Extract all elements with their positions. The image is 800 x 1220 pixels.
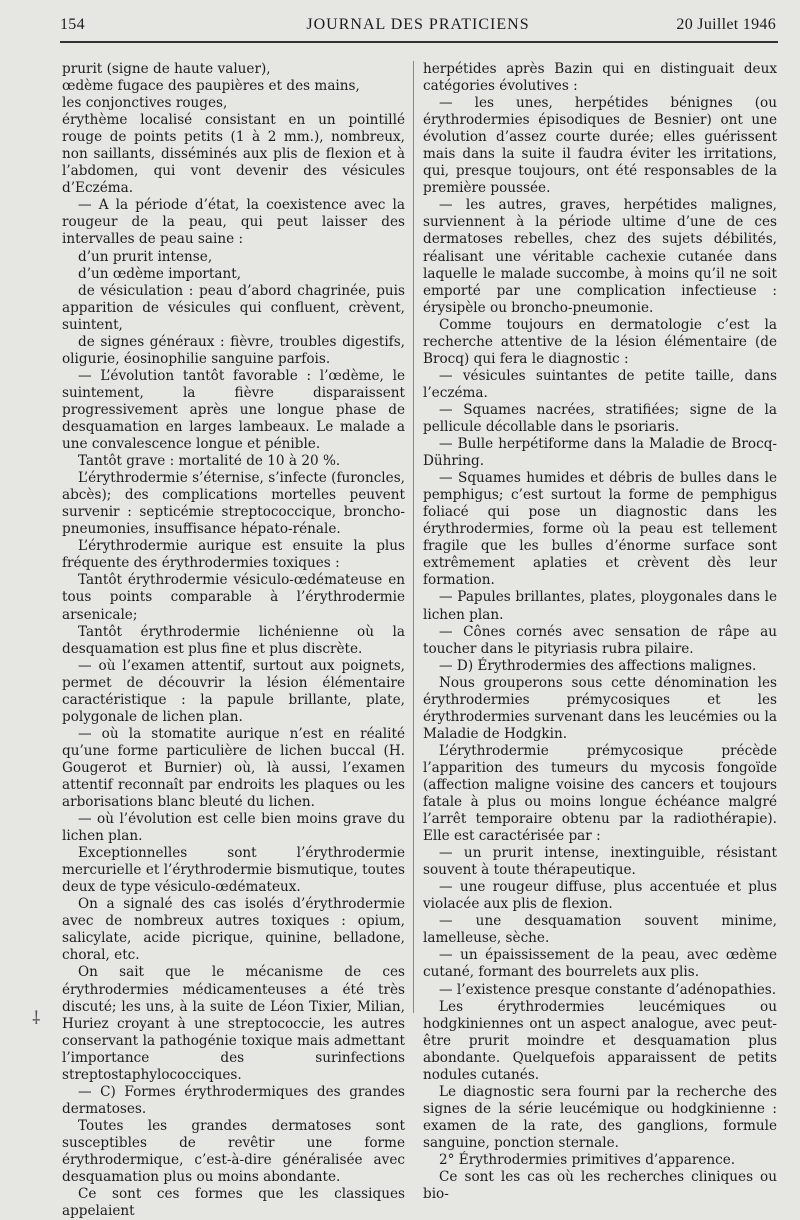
paragraph: On a signalé des cas isolés d’érythrodermie avec de nombreux autres toxiques : opium, salicylate, acide picrique, quinine, belladone, choral, etc. [62, 896, 405, 964]
paragraph: Toutes les grandes dermatoses sont susceptibles de revêtir une forme érythrodermique, c’est-à-dire généralisée avec desquamation plus ou moins abondante. [62, 1117, 405, 1186]
journal-title: JOURNAL DES PRATICIENS [306, 16, 530, 33]
paragraph: L’érythrodermie prémycosique précède l’apparition des tumeurs du mycosis fongoïde (affection maligne voisine des cancers et toujours fatale à plus ou moins longue échéance malgré l’arrêt temporaire obtenu par la radiothérapie). Elle est caractérisée par : [423, 742, 777, 845]
paragraph: — Papules brillantes, plates, ploygonales dans le lichen plan. [423, 589, 777, 623]
paragraph: d’un prurit intense, [78, 248, 213, 265]
paragraph: Tantôt érythrodermie lichénienne où la desquamation est plus fine et plus discrète. [62, 623, 405, 657]
paragraph: d’un œdème important, [78, 265, 242, 282]
paragraph: Ce sont ces formes que les classiques appelaient [62, 1186, 405, 1220]
paragraph: Ce sont les cas où les recherches cliniques ou bio- [423, 1169, 777, 1203]
paragraph: — Bulle herpétiforme dans la Maladie de Brocq-Dühring. [423, 436, 777, 470]
paragraph: — où l’évolution est celle bien moins grave du lichen plan. [62, 811, 405, 845]
paragraph: Tantôt érythrodermie vésiculo-œdémateuse en tous points comparable à l’érythrodermie arsenicale; [62, 572, 405, 623]
paragraph: Exceptionnelles sont l’érythrodermie mercurielle et l’érythrodermie bismutique, toutes deux de type vésiculo-œdémateux. [62, 845, 405, 896]
paragraph: — les autres, graves, herpétides malignes, surviennent à la période ultime d’une de ces dermatoses rebelles, chez des sujets débilités, réalisant une véritable cachexie cutanée dans laquelle le malade succombe, à moins qu’il ne soit emporté par une complication infectieuse : érysipèle ou broncho-pneumonie. [423, 197, 777, 316]
paragraph: herpétides après Bazin qui en distinguait deux catégories évolutives : [423, 61, 777, 95]
paragraph: érythème localisé consistant en un pointillé rouge de points petits (1 à 2 mm.), nombreux, non saillants, disséminés aux plis de flexion et à l’abdomen, qui vont devenir des vésicules d’Eczéma. [62, 112, 405, 197]
issue-date: 20 Juillet 1946 [676, 16, 776, 33]
left-column [62, 61, 405, 1220]
paragraph: les conjonctives rouges, [62, 95, 228, 112]
paragraph: Les érythrodermies leucémiques ou hodgkiniennes ont un aspect analogue, avec peut-être prurit moindre et desquamation plus abondante. Quelquefois apparaissent de petits nodules cutanés. [423, 998, 777, 1083]
paragraph: 2° Érythrodermies primitives d’apparence. [439, 1152, 736, 1168]
paragraph: — une rougeur diffuse, plus accentuée et plus violacée aux plis de flexion. [423, 879, 777, 913]
paragraph: — Cônes cornés avec sensation de râpe au toucher dans le pityriasis rubra pilaire. [423, 623, 777, 657]
paragraph: — C) Formes érythrodermiques des grandes dermatoses. [62, 1083, 405, 1117]
paragraph: — Squames humides et débris de bulles dans le pemphigus; c’est surtout la forme de pemphigus foliacé qui pose un diagnostic dans les érythrodermies, forme où la peau est tellement fragile que les bulles d’énorme surface sont extrêmement aplaties et crèvent dès leur formation. [423, 470, 777, 589]
column-separator [413, 61, 414, 1013]
paragraph: de signes généraux : fièvre, troubles digestifs, oligurie, éosinophilie sanguine parfois. [62, 333, 405, 367]
header-rule [60, 41, 778, 43]
page-number: 154 [60, 16, 85, 33]
paragraph: L’érythrodermie aurique est ensuite la plus fréquente des érythrodermies toxiques : [62, 538, 405, 572]
paragraph: — A la période d’état, la coexistence avec la rougeur de la peau, qui peut laisser des intervalles de peau saine : [62, 197, 405, 248]
paragraph: — où l’examen attentif, surtout aux poignets, permet de découvrir la lésion élémentaire caractéristique : la papule brillante, plate, polygonale de lichen plan. [62, 657, 405, 725]
paragraph: prurit (signe de haute valuer), [62, 61, 271, 77]
paragraph: — les unes, herpétides bénignes (ou érythrodermies épisodiques de Besnier) ont une évolution d’assez courte durée; elles guérissent mais dans la suite il faudra éviter les irritations, qui, presque toujours, ont été responsables de la première poussée. [423, 95, 777, 197]
right-column [423, 61, 777, 1203]
paragraph: — un prurit intense, inextinguible, résistant souvent à toute thérapeutique. [423, 845, 777, 879]
paragraph: — un épaississement de la peau, avec œdème cutané, formant des bourrelets aux plis. [423, 947, 777, 981]
page-header [60, 14, 776, 36]
paragraph: œdème fugace des paupières et des mains, [62, 78, 360, 95]
paragraph: de vésiculation : peau d’abord chagrinée, puis apparition de vésicules qui confluent, crèvent, suintent, [62, 282, 405, 333]
paragraph: On sait que le mécanisme de ces érythrodermies médicamenteuses a été très discuté; les uns, à la suite de Léon Tixier, Milian, Huriez croyant à une streptococcie, les autres conservant la pathogénie toxique mais admettant l’importance des surinfections streptostaphylococciques. [62, 964, 405, 1083]
paragraph: — l’existence presque constante d’adénopathies. [439, 981, 777, 998]
paragraph: — vésicules suintantes de petite taille, dans l’eczéma. [423, 367, 777, 401]
paragraph: — une desquamation souvent minime, lamelleuse, sèche. [423, 913, 777, 947]
paragraph: — où la stomatite aurique n’est en réalité qu’une forme particulière de lichen buccal (H. Gougerot et Burnier) où, là aussi, l’examen attentif reconnaît par endroits les plaques ou les arborisations blanc bleuté du lichen. [62, 725, 405, 811]
paragraph: — Squames nacrées, stratifiées; signe de la pellicule décollable dans le psoriaris. [423, 401, 777, 435]
paragraph: Comme toujours en dermatologie c’est la recherche attentive de la lésion élémentaire (de Brocq) qui fera le diagnostic : [423, 316, 777, 367]
paragraph: — D) Érythrodermies des affections malignes. [439, 657, 757, 674]
paragraph: L’érythrodermie s’éternise, s’infecte (furoncles, abcès); des complications mortelles peuvent survenir : septicémie streptococcique, broncho-pneumonies, insuffisance hépato-rénale. [62, 470, 405, 538]
paragraph: Nous grouperons sous cette dénomination les érythrodermies prémycosiques et les érythrodermies survenant dans les leucémies ou la Maladie de Hodgkin. [423, 674, 777, 742]
paragraph: — L’évolution tantôt favorable : l’œdème, le suintement, la fièvre disparaissent progressivement après une longue phase de desquamation en larges lambeaux. Le malade a une convalescence longue et pénible. [62, 367, 405, 453]
paragraph: Tantôt grave : mortalité de 10 à 20 %. [78, 453, 341, 470]
paragraph: Le diagnostic sera fourni par la recherche des signes de la série leucémique ou hodgkinienne : examen de la rate, des ganglions, formule sanguine, ponction sternale. [423, 1083, 777, 1151]
margin-mark: ⸸ [32, 1008, 41, 1029]
